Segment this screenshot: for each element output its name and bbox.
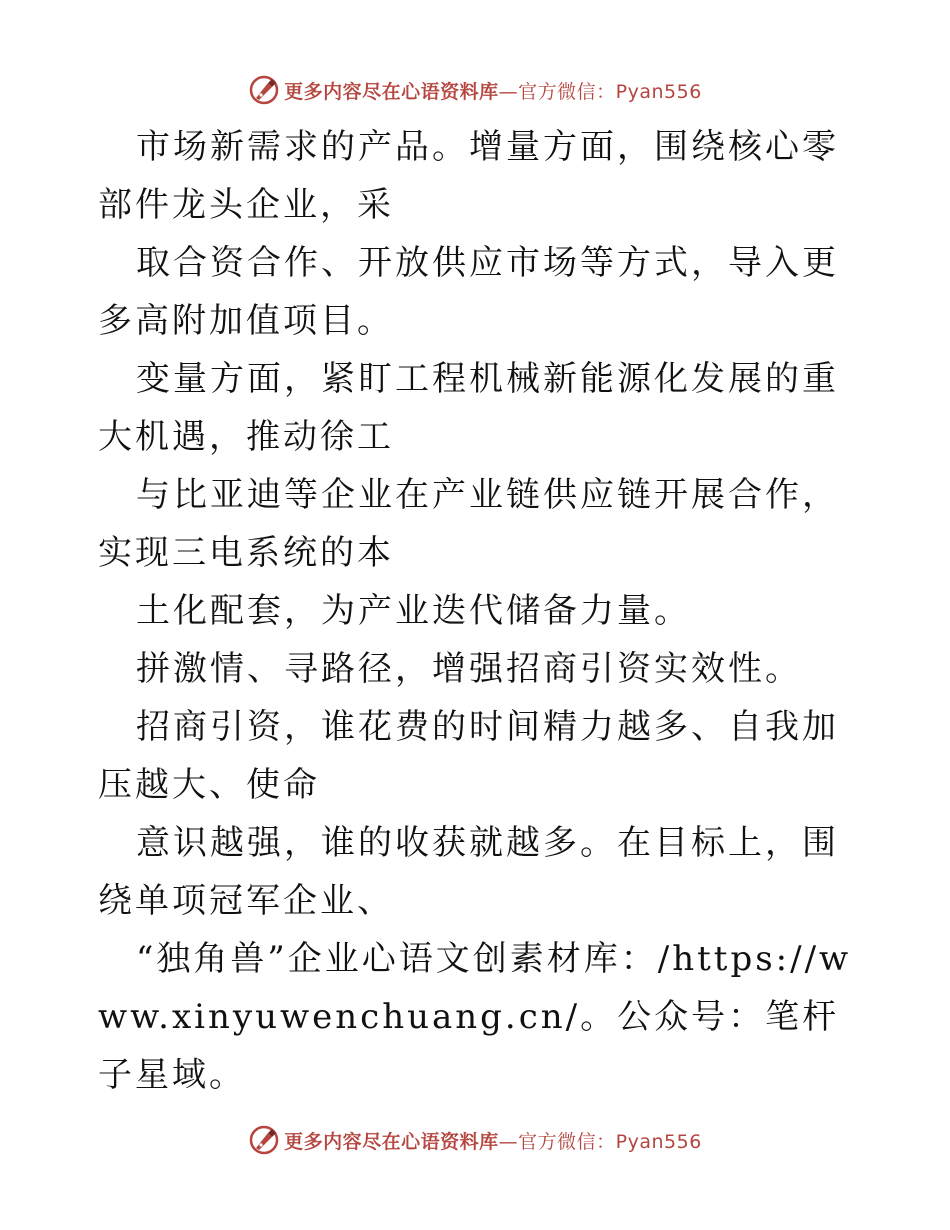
footer-contact-text: —官方微信：Pyan556	[498, 1130, 702, 1153]
header-contact-text: —官方微信：Pyan556	[498, 80, 702, 103]
paragraph: 取合资合作、开放供应市场等方式，导入更多高附加值项目。	[98, 243, 839, 341]
header-site-text: 更多内容尽在心语资料库	[284, 80, 499, 103]
pen-nib-logo-icon	[248, 1124, 280, 1156]
header-banner-text	[284, 77, 702, 104]
header-banner	[0, 70, 950, 110]
paragraph: 市场新需求的产品。增量方面，围绕核心零部件龙头企业，采	[98, 127, 839, 225]
paragraph: 变量方面，紧盯工程机械新能源化发展的重大机遇，推动徐工	[98, 359, 839, 457]
paragraph: 土化配套，为产业迭代储备力量。	[136, 591, 691, 631]
footer-site-text: 更多内容尽在心语资料库	[284, 1130, 499, 1153]
footer-banner-text	[284, 1127, 702, 1154]
paragraph: 意识越强，谁的收获就越多。在目标上，围绕单项冠军企业、	[98, 823, 839, 921]
paragraph: 与比亚迪等企业在产业链供应链开展合作，实现三电系统的本	[98, 475, 839, 573]
paragraph: 招商引资，谁花费的时间精力越多、自我加压越大、使命	[98, 707, 839, 805]
pen-nib-logo-icon	[248, 74, 280, 106]
document-body	[98, 118, 858, 1104]
footer-banner	[0, 1120, 950, 1160]
paragraph: “独角兽”企业心语文创素材库：/https://www.xinyuwenchuang.cn/。公众号：笔杆子星域。	[98, 939, 852, 1095]
paragraph: 拼激情、寻路径，增强招商引资实效性。	[136, 649, 802, 689]
